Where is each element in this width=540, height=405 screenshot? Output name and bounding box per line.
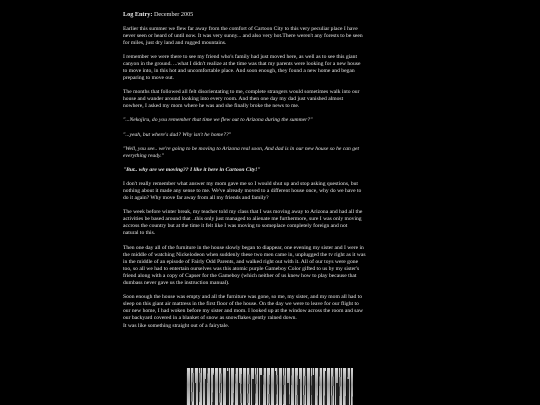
log-date: December 2005 xyxy=(153,11,194,18)
text-line: to move into, in this hot and uncomfortable place. And soon enough, they found a new home and began xyxy=(123,67,355,74)
text-line: preparing to move out. xyxy=(123,75,174,82)
body-paragraph xyxy=(123,26,415,47)
tree-trunk xyxy=(213,375,215,405)
tree-trunk xyxy=(238,383,240,405)
text-line: too, so all we had to entertain ourselves was this atomic purple Gameboy Color gifted to us by my sister's xyxy=(123,265,360,272)
body-paragraph xyxy=(123,54,415,82)
text-line: "...Nekojiru, do you remember that time we flew out to Arizona during the summer?" xyxy=(123,117,313,124)
tree-trunk xyxy=(287,383,289,405)
tree-trunk xyxy=(312,375,314,405)
snowy-forest-photo xyxy=(186,368,353,405)
log-label: Log Entry: xyxy=(123,11,153,18)
body-paragraph xyxy=(123,294,415,329)
text-line: for miles, just dry land and rugged mountains. xyxy=(123,39,227,46)
text-line: natural to this. xyxy=(123,230,156,237)
dialogue-quote xyxy=(123,132,415,139)
text-line: activities be based around that ..this only just managed to alienate me furthermore, sure I was only moving xyxy=(123,216,362,223)
tree-trunk xyxy=(252,379,254,405)
text-line: Earlier this summer we flew far away from the comfort of Cartoon City to this very peculiar place I have xyxy=(123,25,358,32)
log-body xyxy=(123,26,415,330)
text-line: house and wander around looking into every room. And then one day my dad just vanished almost xyxy=(123,96,344,103)
text-line: friend along with a copy of Capser for the Gameboy (which neither of us knew how to play because that xyxy=(123,272,357,279)
text-line: "But.. why are we moving?? I like it here in Cartoon City!" xyxy=(123,166,261,173)
body-paragraph xyxy=(123,209,415,237)
text-line: nothing about it made any sense to me. We've already moved to a different house once, why do we have to xyxy=(123,188,362,194)
tree-trunk xyxy=(336,383,338,405)
text-line: I don't really remember what answer my mom gave me so I would shut up and stop asking questions, but xyxy=(123,180,358,187)
tree-trunk xyxy=(347,379,349,405)
text-line: Then one day all of the furniture in the house slowly began to diappear, one evening my sister and I were in xyxy=(123,244,364,251)
tree-trunk xyxy=(274,371,276,405)
tree-trunk xyxy=(194,383,196,405)
text-line: nowhere, I asked my mom where he was and she finally broke the news to me. xyxy=(123,103,300,110)
text-line: The months that followed all felt disorientating to me, complete strangers would sometimes walk into our xyxy=(123,89,360,96)
tree-trunk xyxy=(205,379,207,405)
body-paragraph xyxy=(123,181,415,202)
text-line: Soon enough the house was empty and all the furniture was gone, so me, my sister, and my mom all had to xyxy=(123,294,363,301)
tree-trunk xyxy=(298,379,300,405)
tree-trunk xyxy=(325,371,327,405)
text-line: "Well, you see.. we're going to be moving to Arizona real soon, And dad is in our new house so he can get xyxy=(123,145,360,152)
body-paragraph xyxy=(123,89,415,110)
text-line: It was like something straight out of a fairytale. xyxy=(123,322,230,329)
text-line: canyon in the ground. ...what I didn't realize at the time was that my parents were looking for a new house xyxy=(123,60,361,67)
text-line: our new home, I had woken before my sister and mom. I looked up at the window across the room and saw xyxy=(123,308,364,315)
text-line: in the middle of an episode of Fairly Odd Parents, and walked right out with it. All of our toys were gone xyxy=(123,258,359,265)
text-line: The week before winter break, my teacher told my class that I was moving away to Arizona and had all the xyxy=(123,209,363,216)
text-line: accross the country but at the time it felt like I was moving to someplace completely foreign and not xyxy=(123,223,348,230)
text-line: our backyard covered in a blanket of snow as snowflakes gently rained down. xyxy=(123,315,297,322)
body-paragraph xyxy=(123,245,415,288)
text-line: "...yeah, but where's dad? Why isn't he home??" xyxy=(123,131,232,138)
text-line: everything ready." xyxy=(123,152,164,159)
tree-trunk xyxy=(227,371,229,405)
text-line: do it again? Why move far away from all my friends and family? xyxy=(123,195,269,202)
text-line: never seen or heard of until now. It was very sunny... and also very hot.There weren't any forests to be seen xyxy=(123,32,363,39)
log-page xyxy=(123,11,415,337)
dialogue-quote xyxy=(123,167,415,174)
text-line: the middle of watching Nickelodeon when suddenly these two men came in, unplugged the tv right as it was xyxy=(123,251,366,258)
text-line: I remember we were there to see my friend who's family had just moved here, as well as to see this giant xyxy=(123,53,358,60)
log-heading xyxy=(123,11,415,19)
dialogue-quote xyxy=(123,117,415,124)
dialogue-quote xyxy=(123,146,415,160)
text-line: dumbass never gave us the instruction manual). xyxy=(123,280,230,287)
text-line: sleep on this giant air mattress in the first floor of the house. On the day we were to leave for our flight to xyxy=(123,301,359,308)
tree-trunk xyxy=(260,375,262,405)
